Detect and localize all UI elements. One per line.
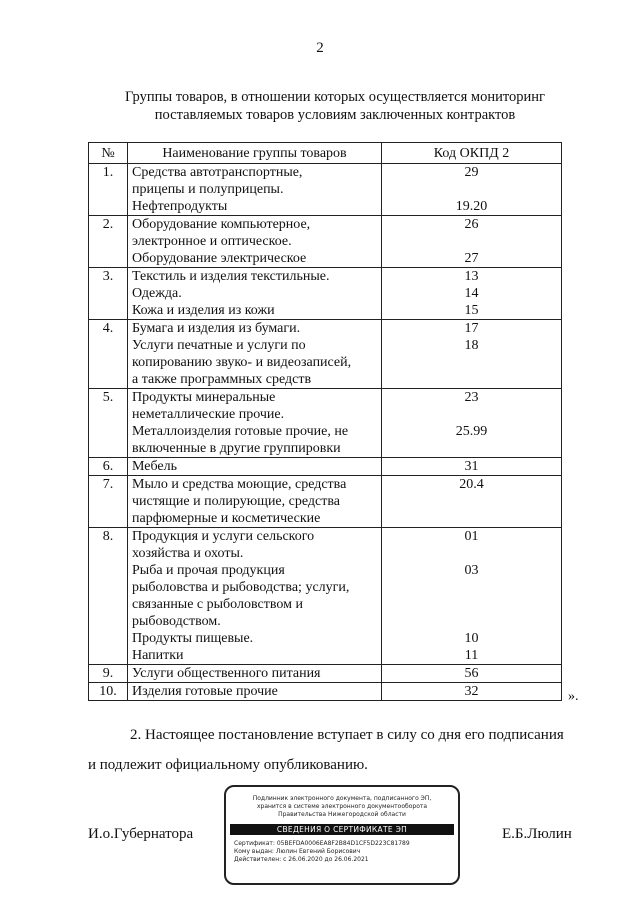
signatory-title: И.о.Губернатора (88, 826, 194, 842)
group-name-line: связанные с рыболовством и (132, 597, 303, 612)
stamp-certificate-bar: СВЕДЕНИЯ О СЕРТИФИКАТЕ ЭП (230, 824, 454, 835)
row-group-name (128, 665, 382, 683)
stamp-line-2: хранится в системе электронного документооборота (256, 803, 428, 810)
row-number: 7. (89, 476, 128, 528)
group-name-line: Продукты пищевые. (132, 631, 254, 646)
group-name-line: электронное и оптическое. (132, 234, 292, 249)
okpd-code-line: 27 (464, 251, 479, 266)
stamp-issued-to: Кому выдан: Люлин Евгений Борисович (234, 848, 361, 855)
group-name-line: неметаллические прочие. (132, 407, 285, 422)
okpd-code-line: 25.99 (455, 424, 488, 439)
group-name-line: парфюмерные и косметические (132, 511, 321, 526)
stamp-line-1: Подлинник электронного документа, подписанного ЭП, (252, 795, 432, 802)
row-number: 2. (89, 216, 128, 268)
caption-line-1: Группы товаров, в отношении которых осуществляется мониторинг (125, 89, 545, 105)
group-name-line: Оборудование компьютерное, (132, 217, 311, 232)
group-name-line: Услуги общественного питания (132, 666, 321, 681)
row-number: 3. (89, 268, 128, 320)
row-group-name (128, 528, 382, 665)
group-name-line: Рыба и прочая продукция (132, 563, 285, 578)
okpd-code-line: 18 (464, 338, 479, 353)
caption-line-2: поставляемых товаров условиям заключенных контрактов (154, 107, 516, 123)
row-okpd-code (382, 665, 562, 683)
group-name-line: рыбоводством. (132, 614, 221, 629)
stamp-certificate-id: Сертификат: 05BEFDA0006EA8F2B84D1CF5D223C81789 (234, 840, 410, 847)
okpd-code-line: 01 (464, 529, 479, 544)
row-okpd-code (382, 389, 562, 458)
header-number: № (89, 143, 128, 164)
row-okpd-code (382, 164, 562, 216)
okpd-code-line (386, 579, 557, 596)
group-name-line: прицепы и полуприцепы. (132, 182, 284, 197)
table-row (89, 528, 562, 665)
row-group-name (128, 389, 382, 458)
group-name-line: Изделия готовые прочие (132, 684, 278, 699)
group-name-line: Средства автотранспортные, (132, 165, 303, 180)
group-name-line: Текстиль и изделия текстильные. (132, 269, 330, 284)
table-caption (60, 88, 610, 124)
row-number: 4. (89, 320, 128, 389)
row-okpd-code (382, 268, 562, 320)
group-name-line: Продукты минеральные (132, 390, 276, 405)
row-number: 5. (89, 389, 128, 458)
row-number: 6. (89, 458, 128, 476)
okpd-code-line (386, 440, 557, 457)
group-name-line: Бумага и изделия из бумаги. (132, 321, 301, 336)
row-group-name (128, 268, 382, 320)
okpd-code-line: 03 (464, 563, 479, 578)
okpd-code-line (386, 545, 557, 562)
okpd-code-line (386, 510, 557, 527)
row-number: 1. (89, 164, 128, 216)
group-name-line: включенные в другие группировки (132, 441, 341, 456)
e-signature-stamp (224, 785, 460, 885)
group-name-line: Мебель (132, 459, 178, 474)
group-name-line: Напитки (132, 648, 184, 663)
header-group-name: Наименование группы товаров (128, 143, 382, 164)
table-body (89, 164, 562, 701)
group-name-line: хозяйства и охоты. (132, 546, 244, 561)
page-number: 2 (316, 40, 324, 56)
okpd-code-line: 29 (464, 165, 479, 180)
row-okpd-code (382, 476, 562, 528)
row-okpd-code (382, 458, 562, 476)
group-name-line: Нефтепродукты (132, 199, 228, 214)
group-name-line: Одежда. (132, 286, 182, 301)
okpd-code-line (386, 181, 557, 198)
okpd-code-line: 10 (464, 631, 479, 646)
okpd-code-line: 32 (464, 684, 479, 699)
header-okpd-code: Код ОКПД 2 (382, 143, 562, 164)
okpd-code-line: 11 (464, 648, 479, 663)
okpd-code-line: 26 (464, 217, 479, 232)
row-group-name (128, 164, 382, 216)
row-okpd-code (382, 683, 562, 701)
group-name-line: Мыло и средства моющие, средства (132, 477, 347, 492)
okpd-code-line (386, 596, 557, 613)
table-row (89, 458, 562, 476)
row-number: 8. (89, 528, 128, 665)
closing-paragraph (88, 720, 578, 780)
table-row (89, 665, 562, 683)
table-row (89, 683, 562, 701)
row-group-name (128, 458, 382, 476)
table-row (89, 389, 562, 458)
group-name-line: Услуги печатные и услуги по (132, 338, 306, 353)
table-row (89, 164, 562, 216)
okpd-code-line (386, 613, 557, 630)
row-number: 10. (89, 683, 128, 701)
row-group-name (128, 476, 382, 528)
group-name-line: чистящие и полирующие, средства (132, 494, 340, 509)
stamp-line-3: Правительства Нижегородской области (278, 811, 406, 818)
okpd-code-line (386, 371, 557, 388)
table-header-row (89, 143, 562, 164)
table-row (89, 268, 562, 320)
group-name-line: Оборудование электрическое (132, 251, 307, 266)
row-group-name (128, 320, 382, 389)
group-name-line: Продукция и услуги сельского (132, 529, 315, 544)
okpd-code-line: 15 (464, 303, 479, 318)
row-okpd-code (382, 320, 562, 389)
group-name-line: Металлоизделия готовые прочие, не (132, 424, 349, 439)
row-group-name (128, 216, 382, 268)
okpd-code-line: 19.20 (455, 199, 488, 214)
okpd-code-line: 17 (464, 321, 479, 336)
goods-table (88, 142, 562, 701)
row-number: 9. (89, 665, 128, 683)
row-group-name (128, 683, 382, 701)
stamp-validity: Действителен: с 26.06.2020 до 26.06.2021 (234, 856, 369, 863)
okpd-code-line: 23 (464, 390, 479, 405)
signatory-name: Е.Б.Люлин (502, 826, 572, 842)
group-name-line: копированию звуко- и видеозаписей, (132, 355, 352, 370)
okpd-code-line: 13 (464, 269, 479, 284)
table-row (89, 320, 562, 389)
okpd-code-line (386, 354, 557, 371)
okpd-code-line: 31 (464, 459, 479, 474)
group-name-line: Кожа и изделия из кожи (132, 303, 275, 318)
paragraph-line-1: 2. Настоящее постановление вступает в силу со дня его подписания (130, 727, 564, 743)
okpd-code-line: 20.4 (459, 477, 484, 492)
table-row (89, 476, 562, 528)
okpd-code-line (386, 406, 557, 423)
group-name-line: а также программных средств (132, 372, 312, 387)
table-row (89, 216, 562, 268)
group-name-line: рыболовства и рыбоводства; услуги, (132, 580, 350, 595)
row-okpd-code (382, 216, 562, 268)
okpd-code-line: 14 (464, 286, 479, 301)
okpd-code-line: 56 (464, 666, 479, 681)
row-okpd-code (382, 528, 562, 665)
okpd-code-line (386, 493, 557, 510)
closing-quote: ». (568, 689, 579, 704)
okpd-code-line (386, 233, 557, 250)
paragraph-line-2: и подлежит официальному опубликованию. (88, 757, 368, 773)
